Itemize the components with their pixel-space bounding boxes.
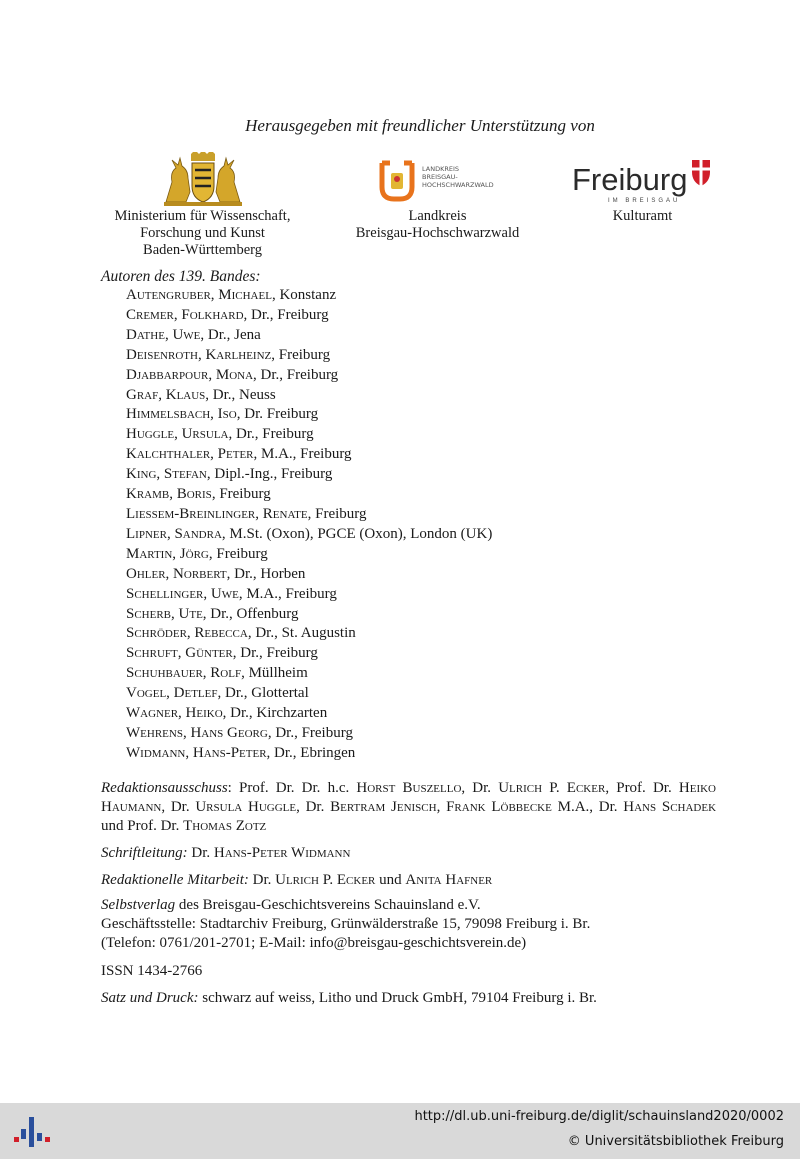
author-details: , M.A., Freiburg [238,585,337,602]
ub-freiburg-logo-icon [12,1111,52,1151]
author-details: , Freiburg [208,545,268,562]
redaktion-member-name: Horst Buszello [356,780,462,796]
freiburg-logo-word: Freiburg [571,162,687,197]
author-details: , M.A., Freiburg [253,446,352,463]
author-details: , Dr., Kirchzarten [222,705,328,722]
author-details: , Dr., Glottertal [217,685,309,702]
author-name: Huggle, Ursula [126,426,229,443]
publisher-heading: Herausgegeben mit freundlicher Unterstützung von [245,116,595,135]
author-entry [126,286,492,306]
authors-list [126,286,492,764]
author-entry [126,624,492,644]
author-entry [126,744,492,764]
copyright-notice: © Universitätsbibliothek Freiburg [567,1134,784,1149]
author-entry [126,465,492,485]
author-details: , Dr., Freiburg [232,645,318,662]
author-name: Himmelsbach, Iso [126,406,237,423]
schriftleitung-name: Hans-Peter Widmann [213,845,351,861]
author-details: , Dr., Horben [226,565,306,582]
permalink-url[interactable]: http://dl.ub.uni-freiburg.de/diglit/schauinsland2020/0002 [414,1109,784,1124]
author-name: Dathe, Uwe [126,326,201,343]
author-entry [126,445,492,465]
author-name: Widmann, Hans-Peter [126,744,267,761]
redaktion-label: Redaktionsausschuss [101,780,228,796]
sponsor-freiburg [540,150,745,225]
sponsor-ministry [100,150,305,259]
author-name: Martin, Jörg [126,545,209,562]
library-footer [0,1103,800,1159]
redaktion-text-part: , Dr. [461,780,499,796]
author-name: Liessem-Breinlinger, Renate [126,505,308,522]
landkreis-logo-text-line: HOCHSCHWARZWALD [421,181,494,189]
satz-text: schwarz auf weiss, Litho und Druck GmbH, 79104 Freiburg i. Br. [198,990,597,1006]
redaktion-text-part: M.A., Dr. [551,799,624,815]
sponsor-ministry-line: Forschung und Kunst [140,225,265,241]
redaktion-text-part: , Dr. [161,799,196,815]
author-details: , Dipl.-Ing., Freiburg [206,466,333,483]
mitarbeit-label: Redaktionelle Mitarbeit: [101,872,249,888]
mitarbeit-mid: und [375,872,406,888]
author-entry [126,386,492,406]
redaktion-member-name: Ursula Huggle [195,799,297,815]
freiburg-logo-sub: IM BREISGAU [607,198,680,204]
author-entry [126,605,492,625]
author-entry [126,565,492,585]
author-name: Schellinger, Uwe [126,585,239,602]
sponsor-ministry-line: Baden-Württemberg [143,242,262,258]
author-entry [126,405,492,425]
selbstverlag-label: Selbstverlag [101,897,176,913]
redaktion-paragraph [101,779,716,836]
redaktion-text-part: und Prof. Dr. [101,818,184,834]
mitarbeit-pre: Dr. [248,872,276,888]
author-entry [126,306,492,326]
sponsor-landkreis-name [335,208,540,242]
satz-line [101,989,716,1008]
author-name: King, Stefan [126,466,207,483]
redaktion-text-part: , Prof. Dr. [605,780,679,796]
author-name: Wagner, Heiko [126,705,223,722]
author-details: , Müllheim [241,665,308,682]
author-name: Lipner, Sandra [126,525,222,542]
author-name: Djabbarpour, Mona [126,366,254,383]
author-name: Autengruber, Michael [126,287,272,303]
author-entry [126,704,492,724]
sponsor-freiburg-name [540,208,745,225]
sponsor-freiburg-line: Kulturamt [612,208,673,224]
author-entry [126,545,492,565]
author-details: , Freiburg [307,505,367,522]
redaktion-member-name: Frank Löbbecke [446,799,552,815]
author-details: , Konstanz [271,287,337,303]
author-details: , Dr., Offenburg [202,605,299,622]
redaktion-member-name: Hans Schadek [623,799,717,815]
author-details: , Dr., Neuss [205,386,276,403]
author-entry [126,505,492,525]
contact-line: (Telefon: 0761/201-2701; E-Mail: info@breisgau-geschichtsverein.de) [101,935,527,951]
author-name: Scherb, Ute [126,605,203,622]
redaktion-text-part: , Dr. [296,799,331,815]
sponsor-ministry-name [100,208,305,259]
author-name: Schruft, Günter [126,645,233,662]
mitarbeit-line [101,871,716,890]
author-name: Kramb, Boris [126,486,212,503]
authors-title: Autoren des 139. Bandes: [101,268,261,285]
author-entry [126,346,492,366]
sponsor-landkreis-line: Breisgau-Hochschwarzwald [355,225,520,241]
author-details: , Dr., Freiburg [267,724,353,741]
author-details: , Freiburg [271,346,331,363]
author-details: , Dr., Ebringen [266,744,356,761]
author-details: , M.St. (Oxon), PGCE (Oxon), London (UK) [221,525,493,542]
author-entry [126,425,492,445]
author-entry [126,724,492,744]
redaktion-text-part: , [436,799,447,815]
baden-wuerttemberg-coat-of-arms-icon [100,150,305,210]
author-name: Graf, Klaus [126,386,206,403]
redaktion-member-name: Ulrich P. Ecker [498,780,606,796]
landkreis-logo-text-line: LANDKREIS [421,165,459,173]
author-name: Vogel, Detlef [126,685,218,702]
author-entry [126,585,492,605]
issn-line: ISSN 1434-2766 [101,963,203,979]
author-name: Kalchthaler, Peter [126,446,254,463]
author-details: , Dr., St. Augustin [247,625,356,642]
author-name: Schuhbauer, Rolf [126,665,242,682]
author-details: , Dr., Freiburg [243,306,329,323]
sponsor-landkreis-line: Landkreis [408,208,467,224]
author-name: Schröder, Rebecca [126,625,248,642]
selbstverlag-text: des Breisgau-Geschichtsvereins Schauinsland e.V. [175,897,481,913]
author-entry [126,326,492,346]
author-entry [126,644,492,664]
author-name: Deisenroth, Karlheinz [126,346,272,363]
redaktion-member-name: Thomas Zotz [183,818,267,834]
author-name: Ohler, Norbert [126,565,227,582]
redaktion-member-name: Bertram Jenisch [330,799,437,815]
author-details: , Dr., Freiburg [228,426,314,443]
redaktion-text-part: : Prof. Dr. Dr. h.c. [227,780,357,796]
author-details: , Dr., Freiburg [253,366,339,383]
landkreis-logo-icon [335,150,540,210]
landkreis-logo-text-line: BREISGAU- [421,173,458,181]
redaktion-member-name: Heiko Haumann [101,780,716,815]
satz-label: Satz und Druck: [101,990,199,1006]
mitarbeit-name: Anita Hafner [405,872,493,888]
freiburg-logo-icon [540,150,745,210]
schriftleitung-label: Schriftleitung: [101,845,188,861]
author-entry [126,366,492,386]
selbstverlag-line [101,896,716,915]
author-entry [126,525,492,545]
author-details: , Dr., Jena [200,326,261,343]
author-entry [126,684,492,704]
author-name: Cremer, Folkhard [126,306,244,323]
sponsor-landkreis [335,150,540,242]
author-details: , Dr. Freiburg [236,406,319,423]
selbstverlag-block [101,896,716,953]
author-entry [126,485,492,505]
author-name: Wehrens, Hans Georg [126,724,268,741]
sponsor-ministry-line: Ministerium für Wissenschaft, [114,208,291,224]
author-entry [126,664,492,684]
geschaeftsstelle-line: Geschäftsstelle: Stadtarchiv Freiburg, Grünwälderstraße 15, 79098 Freiburg i. Br. [101,916,591,932]
schriftleitung-pre: Dr. [187,845,214,861]
mitarbeit-name: Ulrich P. Ecker [275,872,376,888]
schriftleitung-line [101,844,716,863]
author-details: , Freiburg [211,486,271,503]
